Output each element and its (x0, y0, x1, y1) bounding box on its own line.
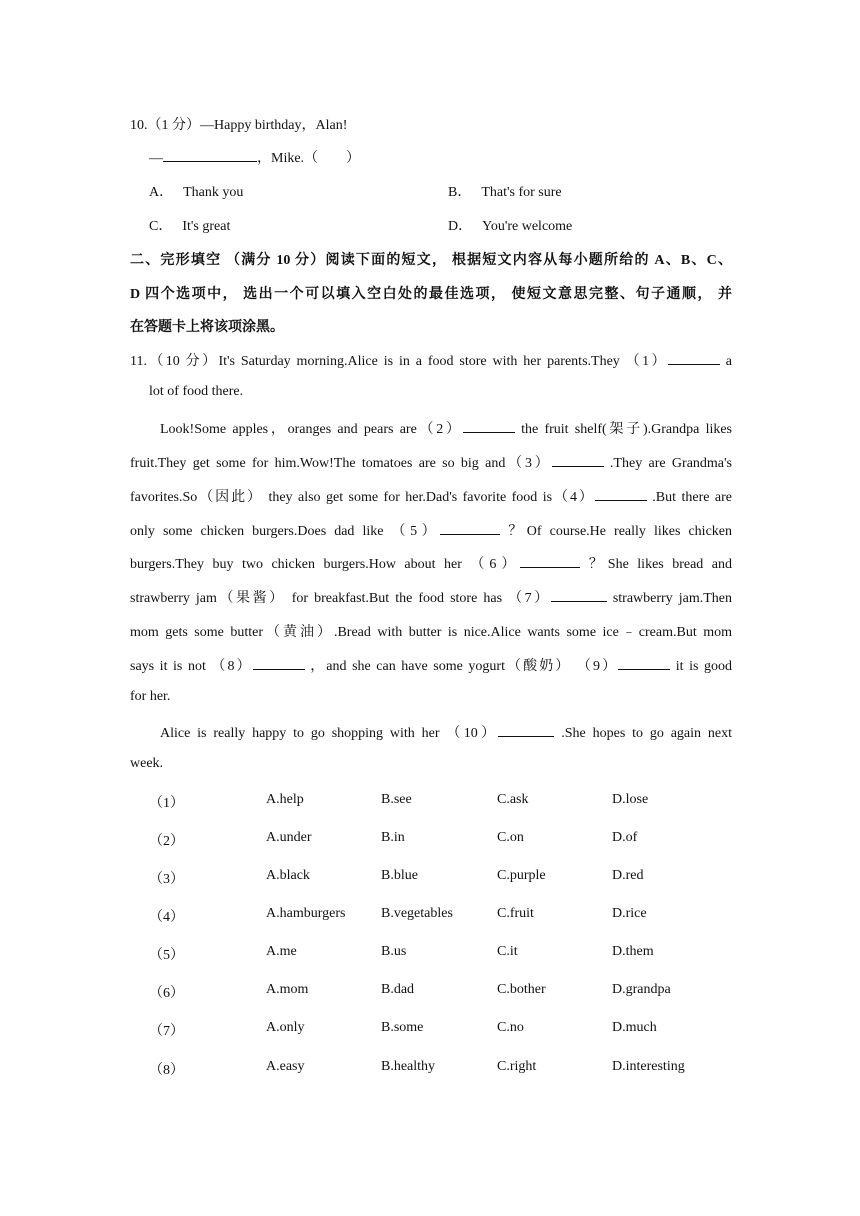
answer-blank (551, 587, 607, 602)
choice-d: D.much (612, 1020, 657, 1035)
passage-text: ？Of course.He really likes chicken (500, 524, 732, 539)
passage-line (130, 553, 732, 573)
option-text: That's for sure (481, 185, 562, 200)
choice-c: C.right (497, 1059, 537, 1074)
choice-a: A.help (266, 792, 304, 807)
choice-row (0, 1020, 860, 1040)
choice-number: （3） (149, 872, 184, 887)
choice-b: B.in (381, 830, 405, 845)
passage-text: burgers.They buy two chicken burgers.How about her （6） (130, 557, 521, 572)
passage-text: the fruit shelf(架子).Grandpa likes (514, 422, 733, 437)
choice-row (0, 868, 860, 888)
passage-text: ？She likes bread and (580, 557, 733, 572)
choice-number: （1） (149, 796, 184, 811)
answer-blank (253, 655, 305, 670)
passage-text: strawberry jam（果酱） for breakfast.But the food store has （7） (130, 591, 551, 606)
passage-text: only some chicken burgers.Does dad like （5） (130, 524, 441, 539)
choice-row (0, 906, 860, 926)
answer-blank (498, 722, 554, 737)
choice-c: C.purple (497, 868, 546, 883)
passage-line (160, 722, 732, 742)
answer-blank (520, 553, 580, 568)
choice-number: （2） (149, 834, 184, 849)
q10-option-b (448, 181, 562, 201)
choice-c: C.bother (497, 982, 546, 997)
passage-line: lot of food there. (149, 384, 244, 399)
passage-line (130, 655, 732, 675)
answer-blank (552, 452, 604, 467)
passage-line: mom gets some butter（黄油）.Bread with butter is nice.Alice wants some ice﹣cream.But mom (130, 625, 732, 640)
passage-text: favorites.So（因此） they also get some for her.Dad's favorite food is（4） (130, 490, 595, 505)
passage-line (130, 486, 732, 506)
choice-c: C.it (497, 944, 518, 959)
choice-row (0, 792, 860, 812)
option-letter: D． (448, 219, 473, 234)
passage-line: for her. (130, 689, 171, 704)
choice-d: D.interesting (612, 1059, 685, 1074)
q10-reply-prefix: — (149, 151, 163, 166)
passage-text: Alice is really happy to go shopping with her （10） (160, 726, 499, 741)
option-letter: A． (149, 185, 174, 200)
choice-a: A.hamburgers (266, 906, 346, 921)
passage-text: it is good (670, 659, 732, 674)
section2-line2: D 四个选项中， 选出一个可以填入空白处的最佳选项， 使短文意思完整、句子通顺， 并 (130, 287, 732, 302)
choice-b: B.vegetables (381, 906, 453, 921)
passage-text: says it is not （8） (130, 659, 253, 674)
passage-text: Look!Some apples，oranges and pears are（2） (160, 422, 463, 437)
choice-d: D.of (612, 830, 638, 845)
choice-c: C.fruit (497, 906, 534, 921)
option-text: Thank you (183, 185, 244, 200)
choice-row (0, 830, 860, 850)
section2-line3: 在答题卡上将该项涂黑。 (130, 320, 284, 335)
choice-row (0, 944, 860, 964)
passage-text: ，and she can have some yogurt（酸奶） （9） (304, 659, 619, 674)
choice-b: B.blue (381, 868, 418, 883)
passage-text: a (719, 354, 732, 369)
choice-b: B.some (381, 1020, 424, 1035)
choice-d: D.rice (612, 906, 647, 921)
choice-d: D.red (612, 868, 644, 883)
passage-line (130, 350, 732, 370)
passage-text: 11.（10 分）It's Saturday morning.Alice is in a food store with her parents.They （1） (130, 354, 668, 369)
q10-stem: 10.（1 分）—Happy birthday，Alan! (130, 118, 348, 133)
passage-text: .She hopes to go again next (554, 726, 732, 741)
choice-b: B.see (381, 792, 412, 807)
q10-reply (149, 147, 360, 167)
choice-a: A.only (266, 1020, 305, 1035)
choice-row (0, 1059, 860, 1079)
passage-text: .But there are (646, 490, 732, 505)
choice-number: （6） (149, 986, 184, 1001)
passage-line (160, 418, 732, 438)
passage-text: strawberry jam.Then (606, 591, 732, 606)
option-letter: C． (149, 219, 173, 234)
q10-option-a (149, 181, 243, 201)
answer-blank (668, 350, 720, 365)
passage-line (130, 452, 732, 472)
answer-blank (440, 520, 500, 535)
choice-number: （4） (149, 910, 184, 925)
choice-d: D.lose (612, 792, 649, 807)
choice-number: （8） (149, 1063, 184, 1078)
option-text: You're welcome (482, 219, 573, 234)
choice-a: A.under (266, 830, 312, 845)
q10-option-c (149, 215, 230, 235)
passage-text: fruit.They get some for him.Wow!The tomatoes are so big and（3） (130, 456, 552, 471)
answer-blank (618, 655, 670, 670)
choice-c: C.no (497, 1020, 524, 1035)
choice-b: B.us (381, 944, 407, 959)
choice-b: B.healthy (381, 1059, 436, 1074)
section2-line1: 二、完形填空 （满分 10 分）阅读下面的短文， 根据短文内容从每小题所给的 A、B、C、 (130, 253, 732, 268)
choice-b: B.dad (381, 982, 415, 997)
passage-line (130, 587, 732, 607)
q10-reply-suffix: ，Mike.（ ） (257, 151, 361, 166)
passage-text: .They are Grandma's (603, 456, 732, 471)
choice-c: C.on (497, 830, 524, 845)
answer-blank (595, 486, 647, 501)
choice-number: （5） (149, 948, 184, 963)
option-letter: B． (448, 185, 472, 200)
choice-number: （7） (149, 1024, 184, 1039)
option-text: It's great (182, 219, 231, 234)
choice-a: A.black (266, 868, 310, 883)
choice-d: D.grandpa (612, 982, 671, 997)
answer-blank (163, 147, 257, 162)
answer-blank (463, 418, 515, 433)
passage-line (130, 520, 732, 540)
choice-c: C.ask (497, 792, 529, 807)
choice-a: A.easy (266, 1059, 305, 1074)
choice-a: A.mom (266, 982, 309, 997)
passage-line: week. (130, 756, 164, 771)
q10-option-d (448, 215, 572, 235)
choice-a: A.me (266, 944, 297, 959)
choice-d: D.them (612, 944, 654, 959)
choice-row (0, 982, 860, 1002)
